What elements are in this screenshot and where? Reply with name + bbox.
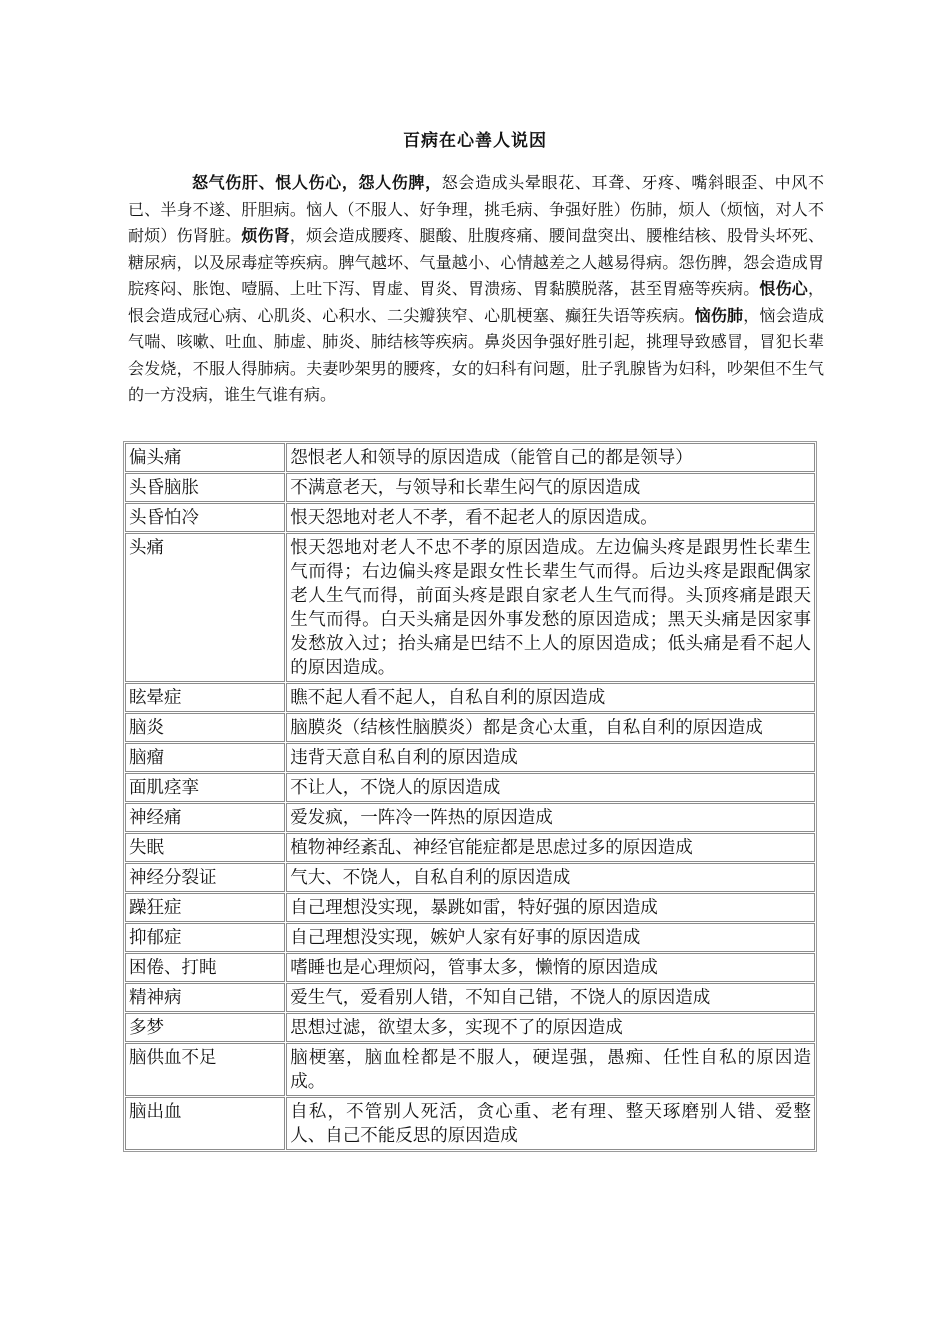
intro-bold-segment: 烦伤肾 [241, 226, 290, 245]
disease-name-cell: 多梦 [125, 1013, 285, 1042]
table-row [125, 503, 815, 532]
disease-cause-cell: 脑膜炎（结核性脑膜炎）都是贪心太重，自私自利的原因造成 [286, 713, 815, 742]
disease-cause-cell: 脑梗塞，脑血栓都是不服人，硬逞强，愚痴、任性自私的原因造成。 [286, 1043, 815, 1096]
disease-name-cell: 躁狂症 [125, 893, 285, 922]
intro-paragraph [128, 170, 824, 409]
table-row [125, 893, 815, 922]
disease-name-cell: 抑郁症 [125, 923, 285, 952]
disease-cause-cell: 思想过滤，欲望太多，实现不了的原因造成 [286, 1013, 815, 1042]
disease-name-cell: 头昏怕冷 [125, 503, 285, 532]
table-row [125, 713, 815, 742]
table-row [125, 953, 815, 982]
intro-text-segment: ，烦会造成腰疼、腿酸、肚腹疼痛、腰间盘突出、腰椎结核、股骨头坏死、糖尿病，以及尿毒症等疾病。脾气越坏、气量越小、心情越差之人越易得病。怨伤脾，怨会造成胃脘疼闷、胀饱、噎膈、上吐下泻、胃虚、胃炎、胃溃疡、胃黏膜脱落，甚至胃癌等疾病。 [128, 226, 824, 298]
intro-bold-segment: 恨伤心 [759, 279, 808, 298]
disease-cause-cell: 自己理想没实现，暴跳如雷，特好强的原因造成 [286, 893, 815, 922]
disease-name-cell: 神经痛 [125, 803, 285, 832]
table-row [125, 923, 815, 952]
table-row [125, 833, 815, 862]
intro-bold-segment: 恼伤肺 [694, 305, 744, 325]
disease-cause-cell: 嗜睡也是心理烦闷，管事太多，懒惰的原因造成 [286, 953, 815, 982]
disease-name-cell: 失眠 [125, 833, 285, 862]
disease-cause-cell: 植物神经紊乱、神经官能症都是思虑过多的原因造成 [286, 833, 815, 862]
disease-cause-cell: 自私，不管别人死活，贪心重、老有理、整天琢磨别人错、爱整人、自己不能反思的原因造成 [286, 1097, 815, 1150]
disease-name-cell: 偏头痛 [125, 443, 285, 472]
table-row [125, 443, 815, 472]
table-row [125, 1097, 815, 1150]
table-row [125, 533, 815, 682]
table-row [125, 1013, 815, 1042]
disease-cause-cell: 爱生气，爱看别人错，不知自己错，不饶人的原因造成 [286, 983, 815, 1012]
table-row [125, 683, 815, 712]
disease-name-cell: 面肌痉挛 [125, 773, 285, 802]
intro-bold-segment: 怒气伤肝、恨人伤心，怨人伤脾， [192, 173, 442, 192]
intro-text-segment: 怒会造成头晕眼花、耳聋、牙疼、嘴斜眼歪、中风不已、半身不遂、肝胆病。恼人（不服人、好争理，挑毛病、争强好胜）伤肺，烦人（烦恼，对人不耐烦）伤肾脏。 [128, 173, 824, 245]
table-row [125, 743, 815, 772]
disease-cause-cell: 不让人，不饶人的原因造成 [286, 773, 815, 802]
disease-name-cell: 脑出血 [125, 1097, 285, 1150]
disease-cause-cell: 气大、不饶人，自私自利的原因造成 [286, 863, 815, 892]
disease-name-cell: 头痛 [125, 533, 285, 682]
disease-name-cell: 脑炎 [125, 713, 285, 742]
disease-cause-cell: 违背天意自私自利的原因造成 [286, 743, 815, 772]
disease-name-cell: 脑供血不足 [125, 1043, 285, 1096]
disease-cause-cell: 瞧不起人看不起人，自私自利的原因造成 [286, 683, 815, 712]
disease-name-cell: 头昏脑胀 [125, 473, 285, 502]
disease-cause-cell: 爱发疯，一阵冷一阵热的原因造成 [286, 803, 815, 832]
document-title: 百病在心善人说因 [403, 131, 547, 151]
table-row [125, 1043, 815, 1096]
disease-name-cell: 眩晕症 [125, 683, 285, 712]
disease-name-cell: 精神病 [125, 983, 285, 1012]
disease-name-cell: 脑瘤 [125, 743, 285, 772]
table-row [125, 773, 815, 802]
disease-cause-cell: 恨天怨地对老人不孝，看不起老人的原因造成。 [286, 503, 815, 532]
intro-text-segment: ，恨会造成冠心病、心肌炎、心积水、二尖瓣狭窄、心肌梗塞、癫狂失语等疾病。 [128, 279, 824, 325]
intro-text-segment: ，恼会造成气喘、咳嗽、吐血、肺虚、肺炎、肺结核等疾病。鼻炎因争强好胜引起，挑理导致感冒，冒犯长辈会发烧，不服人得肺病。夫妻吵架男的腰疼，女的妇科有问题，肚子乳腺皆为妇科，吵架但不生气的一方没病，谁生气谁有病。 [128, 305, 824, 404]
table-row [125, 863, 815, 892]
disease-cause-cell: 怨恨老人和领导的原因造成（能管自己的都是领导） [286, 443, 815, 472]
table-row [125, 803, 815, 832]
disease-name-cell: 神经分裂证 [125, 863, 285, 892]
table-row [125, 983, 815, 1012]
table-row [125, 473, 815, 502]
disease-cause-cell: 恨天怨地对老人不忠不孝的原因造成。左边偏头疼是跟男性长辈生气而得；右边偏头疼是跟女性长辈生气而得。后边头疼是跟配偶家老人生气而得，前面头疼是跟自家老人生气而得。头顶疼痛是跟天生气而得。白天头痛是因外事发愁的原因造成；黑天头痛是因家事发愁放入过；抬头痛是巴结不上人的原因造成；低头痛是看不起人的原因造成。 [286, 533, 815, 682]
disease-cause-table [123, 441, 817, 1152]
disease-cause-cell: 不满意老天，与领导和长辈生闷气的原因造成 [286, 473, 815, 502]
disease-name-cell: 困倦、打盹 [125, 953, 285, 982]
disease-cause-cell: 自己理想没实现，嫉妒人家有好事的原因造成 [286, 923, 815, 952]
